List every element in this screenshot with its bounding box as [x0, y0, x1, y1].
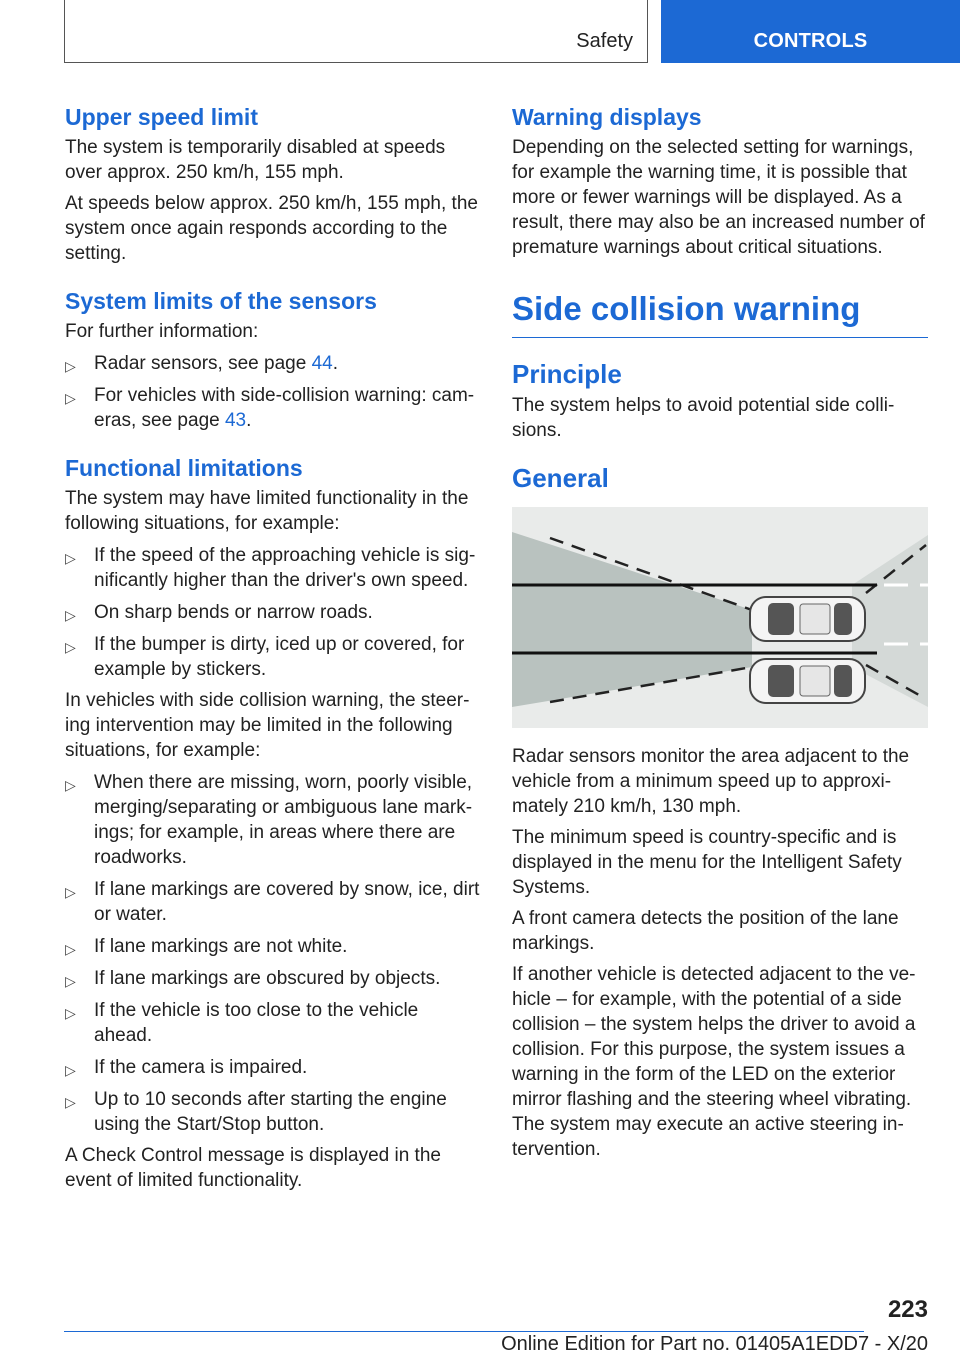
footer-edition: Online Edition for Part no. 01405A1EDD7 - X/20	[501, 1333, 928, 1355]
bullet-triangle-icon: ▷	[65, 884, 76, 900]
list-item: ▷ On sharp bends or narrow roads.	[65, 600, 480, 625]
heading-system-limits-sensors: System limits of the sensors	[65, 288, 377, 314]
general-paragraph-4: If another vehicle is detected adjacent to the ve-hicle – for example, with the potential of a side collision – the system helps the driver to avoid a collision. For this purpose, the system issues a warning in the form of the LED on the exterior mirror flashing and the steering wheel vibrating. The system may execute an active steering in-tervention.	[512, 964, 916, 1160]
principle-paragraph: The system helps to avoid potential side colli-sions.	[512, 395, 895, 441]
list-item: ▷ If lane markings are obscured by objects.	[65, 966, 480, 991]
list-item: ▷ If the camera is impaired.	[65, 1055, 480, 1080]
bullet-triangle-icon: ▷	[65, 941, 76, 957]
bullet-triangle-icon: ▷	[65, 639, 76, 655]
limitations-outro: A Check Control message is displayed in the event of limited functionality.	[65, 1145, 441, 1191]
heading-upper-speed-limit: Upper speed limit	[65, 104, 258, 130]
limitations-list-1	[65, 543, 480, 682]
page-link-43[interactable]: 43	[224, 410, 247, 431]
heading-general: General	[512, 463, 609, 493]
bullet-triangle-icon: ▷	[65, 1062, 76, 1078]
page-number: 223	[887, 1296, 928, 1323]
bullet-triangle-icon: ▷	[65, 390, 76, 406]
limitations-list-2	[65, 770, 480, 1137]
upper-speed-paragraph-2: At speeds below approx. 250 km/h, 155 mph, the system once again responds according to the setting.	[65, 193, 478, 264]
list-item: ▷ Up to 10 seconds after starting the engine using the Start/Stop button.	[65, 1089, 447, 1135]
general-paragraph-3: A front camera detects the position of the lane markings.	[512, 908, 899, 954]
header-chapter-label: CONTROLS	[753, 30, 868, 52]
list-item: ▷ Radar sensors, see page 44.	[65, 351, 480, 376]
heading-principle: Principle	[512, 359, 622, 389]
left-column	[65, 100, 480, 1193]
list-item: ▷ If the bumper is dirty, iced up or covered, for example by stickers.	[65, 634, 465, 680]
bullet-triangle-icon: ▷	[65, 550, 76, 566]
right-column	[512, 100, 928, 1162]
heading-side-collision-warning: Side collision warning	[512, 287, 928, 338]
list-item: ▷ If the vehicle is too close to the vehicle ahead.	[65, 1000, 419, 1046]
heading-warning-displays: Warning displays	[512, 104, 702, 130]
header-section-box	[64, 0, 648, 63]
bullet-triangle-icon: ▷	[65, 358, 76, 374]
page-link-44[interactable]: 44	[311, 353, 333, 374]
own-vehicle-icon	[750, 597, 865, 641]
bullet-triangle-icon: ▷	[65, 973, 76, 989]
bullet-triangle-icon: ▷	[65, 1005, 76, 1021]
sensors-intro: For further information:	[65, 321, 259, 342]
adjacent-vehicle-icon	[750, 659, 865, 703]
heading-functional-limitations: Functional limitations	[65, 455, 303, 481]
list-item: ▷ If lane markings are covered by snow, ice, dirt or water.	[65, 879, 480, 925]
header-chapter-tab	[661, 0, 960, 63]
footer-divider	[64, 1331, 864, 1332]
limitations-intro: The system may have limited functionality in the following situations, for example:	[65, 488, 469, 534]
sensors-list	[65, 351, 480, 433]
list-item: ▷ For vehicles with side-collision warning: cam-eras, see page 43.	[65, 385, 475, 431]
list-item: ▷ If lane markings are not white.	[65, 934, 480, 959]
warning-displays-paragraph: Depending on the selected setting for warnings, for example the warning time, it is possible that more or fewer warnings will be displayed. As a result, there may also be an increased number of premature warnings about critical situations.	[512, 137, 925, 258]
header-section-label: Safety	[576, 30, 633, 52]
bullet-triangle-icon: ▷	[65, 777, 76, 793]
limitations-intro-2: In vehicles with side collision warning, the steer-ing intervention may be limited in the following situations, for example:	[65, 690, 470, 761]
general-paragraph-1: Radar sensors monitor the area adjacent to the vehicle from a minimum speed up to approxi-mately 210 km/h, 130 mph.	[512, 746, 910, 817]
list-item: ▷ If the speed of the approaching vehicle is sig-nificantly higher than the driver's own speed.	[65, 545, 476, 591]
list-item: ▷ When there are missing, worn, poorly visible, merging/separating or ambiguous lane mark-ings; for example, in areas where there are roadworks.	[65, 772, 473, 868]
bullet-triangle-icon: ▷	[65, 607, 76, 623]
general-paragraph-2: The minimum speed is country-specific and is displayed in the menu for the Intelligent Safety Systems.	[512, 827, 902, 898]
side-collision-illustration	[512, 507, 928, 728]
upper-speed-paragraph-1: The system is temporarily disabled at speeds over approx. 250 km/h, 155 mph.	[65, 137, 446, 183]
bullet-triangle-icon: ▷	[65, 1094, 76, 1110]
